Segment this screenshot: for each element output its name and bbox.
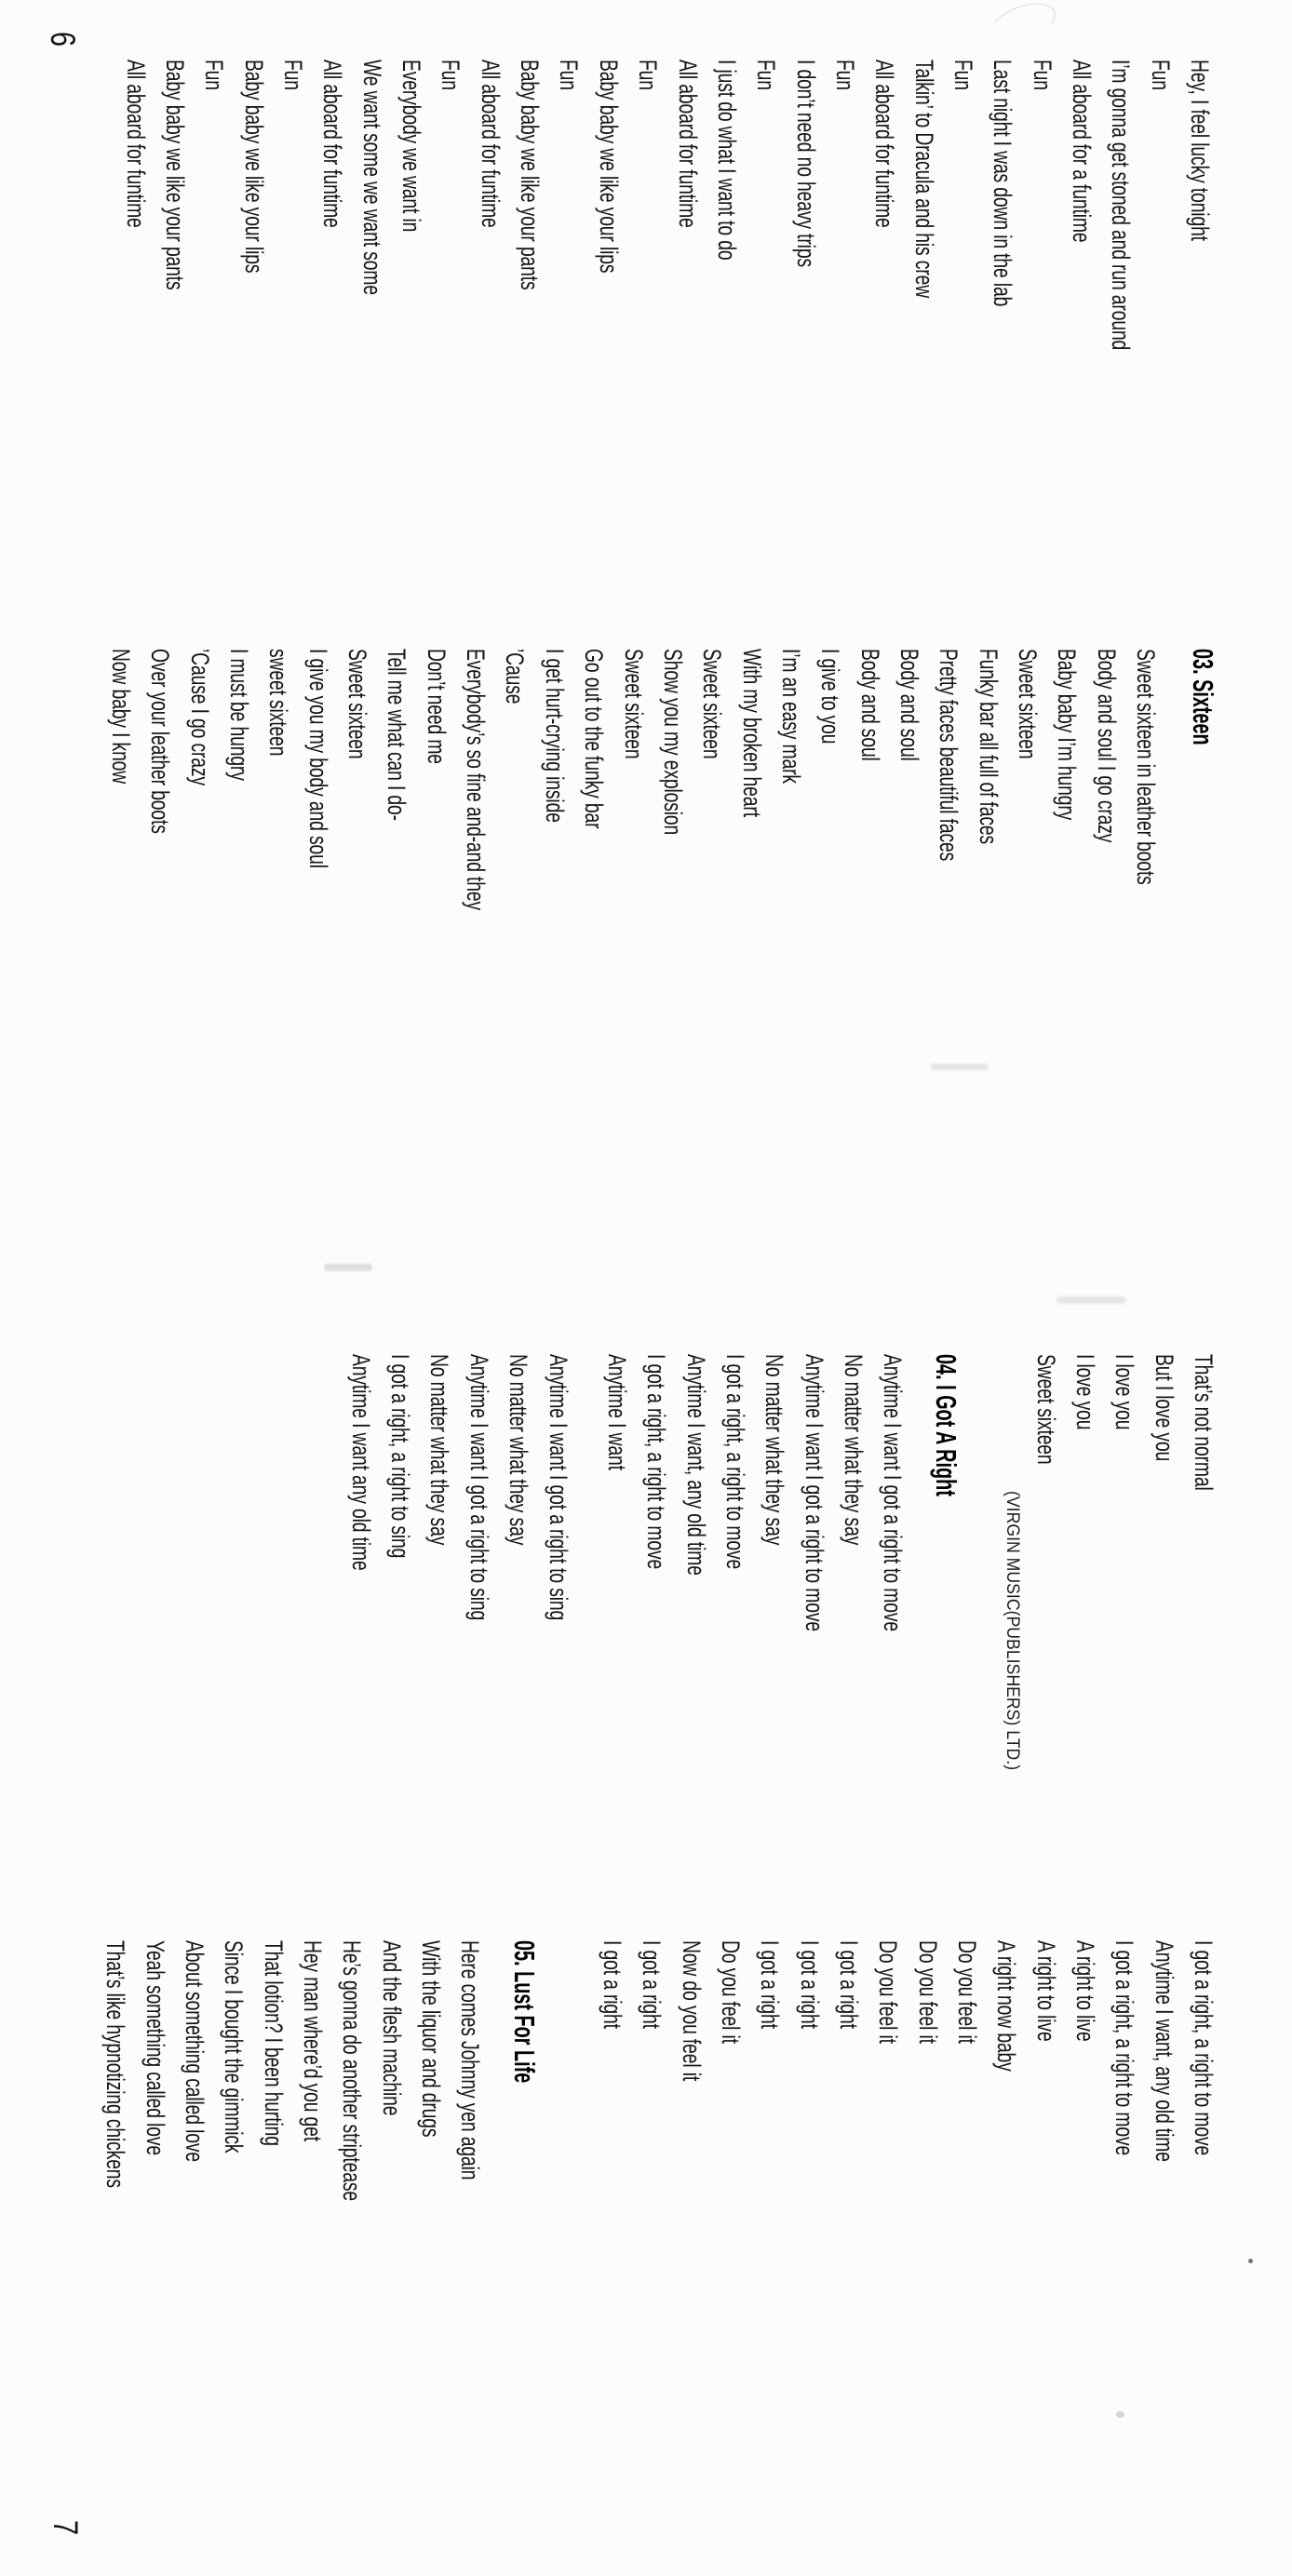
lyric-line: Sweet sixteen: [698, 649, 727, 759]
lyric-line: All aboard for funtime: [673, 60, 702, 228]
lyric-line: Do you feel it: [913, 1940, 942, 2044]
lyric-line: Here comes Johnny yen again: [456, 1940, 485, 2180]
publisher-credit: (VIRGIN MUSIC(PUBLISHERS) LTD.): [1003, 1491, 1023, 1771]
lyric-line: Now do you feel it: [677, 1940, 706, 2082]
lyric-line: Yeah something called love: [141, 1940, 169, 2156]
song-heading: 05. Lust For Life: [508, 1940, 542, 2084]
lyric-line: I give to you: [816, 649, 845, 745]
lyric-line: I just do what I want to do: [712, 60, 741, 261]
lyric-line: A right to live: [1031, 1940, 1060, 2042]
lyric-line: I got a right: [834, 1940, 863, 2029]
lyric-line: Body and soul I go crazy: [1092, 649, 1121, 843]
lyric-line: All aboard for funtime: [318, 60, 347, 228]
lyric-line: Everybody’s so fine and-and they: [462, 649, 491, 911]
lyric-line: I’m an easy mark: [776, 649, 805, 784]
lyrics-column-lust-for-life: [96, 1940, 1223, 2298]
lyrics-column-funtime: [115, 60, 1219, 458]
lyric-line: sweet sixteen: [264, 649, 293, 757]
lyric-line: Pretty faces beautiful faces: [935, 649, 963, 862]
lyric-line: Fun: [830, 60, 859, 90]
lyric-line: Sweet sixteen: [343, 649, 372, 759]
lyric-line: Body and soul: [855, 649, 884, 761]
lyric-line: Talkin’ to Dracula and his crew: [909, 60, 938, 299]
lyric-line: Now baby I know: [107, 649, 136, 785]
lyric-line: I got a right, a right to move: [720, 1354, 749, 1570]
lyric-line: I don’t need no heavy trips: [791, 60, 820, 267]
lyric-line: Anytime I want I got a right to move: [879, 1354, 908, 1631]
lyric-line: And the flesh machine: [377, 1940, 406, 2116]
lyric-line: Baby baby we like your pants: [516, 60, 545, 290]
lyric-line: I got a right: [598, 1940, 626, 2029]
lyric-line: ’Cause: [501, 649, 530, 704]
lyric-line: Do you feel it: [952, 1940, 981, 2044]
lyric-line: Sweet sixteen in leather boots: [1132, 649, 1160, 885]
lyric-line: Sweet sixteen: [619, 649, 648, 759]
lyric-line: Baby baby we like your lips: [239, 60, 268, 274]
lyric-line: I love you: [1070, 1354, 1099, 1430]
lyric-line: Anytime I want, any old time: [1150, 1940, 1178, 2162]
lyric-line: Everybody we want in: [397, 60, 426, 233]
lyric-line: I got a right, a right to move: [642, 1354, 671, 1570]
lyric-line: ’Cause I go crazy: [185, 649, 214, 785]
lyric-line: All aboard for funtime: [870, 60, 899, 228]
page-number-6: 6: [44, 32, 82, 47]
lyric-line: I love you: [1110, 1354, 1139, 1430]
lyric-line: I must be hungry: [225, 649, 254, 781]
lyric-line: Anytime I want: [602, 1354, 631, 1470]
lyric-line: Fun: [1146, 60, 1175, 90]
lyric-line: Baby baby we like your pants: [161, 60, 190, 290]
lyric-line: I give you my body and soul: [303, 649, 332, 868]
lyric-line: Fun: [555, 60, 584, 90]
song-heading: 04. I Got A Right: [930, 1354, 963, 1496]
lyric-line: Last night I was down in the lab: [989, 60, 1017, 307]
lyric-line: Tell me what can I do-: [383, 649, 411, 821]
lyric-line: No matter what they say: [760, 1354, 789, 1546]
lyric-line: No matter what they say: [839, 1354, 868, 1546]
lyric-line: About something called love: [181, 1940, 209, 2163]
lyric-line: Fun: [200, 60, 229, 90]
lyric-line: Sweet sixteen: [1031, 1354, 1060, 1465]
lyric-line: A right now baby: [992, 1940, 1021, 2072]
lyric-line: No matter what they say: [505, 1354, 533, 1546]
lyric-line: I’m gonna get stoned and run around: [1107, 60, 1136, 351]
lyric-line: Show you my explosion: [658, 649, 687, 836]
stanza-gap: [578, 1354, 598, 1791]
lyric-line: That’s like hypnotizing chickens: [101, 1940, 130, 2188]
lyric-line: I got a right: [756, 1940, 785, 2029]
lyric-line: Sweet sixteen: [1013, 649, 1042, 759]
lyric-line: I got a right, a right to move: [1190, 1940, 1218, 2156]
lyric-line: Do you feel it: [716, 1940, 745, 2044]
lyric-line: Fun: [634, 60, 663, 90]
lyric-line: A right to live: [1070, 1940, 1099, 2042]
lyric-line: All aboard for funtime: [476, 60, 505, 228]
lyric-line: I got a right: [638, 1940, 666, 2029]
lyric-line: Anytime I want I got a right to sing: [544, 1354, 572, 1621]
lyric-line: Baby baby I’m hungry: [1053, 649, 1082, 821]
lyric-line: Fun: [752, 60, 781, 90]
lyric-line: I get hurt-crying inside: [540, 649, 569, 823]
lyrics-column-i-got-a-right: [341, 1354, 1223, 1791]
lyric-line: We want some we want some: [357, 60, 386, 295]
page-number-7: 7: [47, 2520, 85, 2536]
lyric-line: That’s not normal: [1190, 1354, 1218, 1491]
lyric-line: Fun: [949, 60, 977, 90]
lyric-line: Fun: [279, 60, 308, 90]
lyric-line: That lotion? I been hurting: [259, 1940, 288, 2146]
lyric-line: Baby baby we like your lips: [594, 60, 623, 274]
song-heading: 03. Sixteen: [1187, 649, 1219, 745]
lyric-line: Since I bought the gimmick: [220, 1940, 249, 2153]
lyric-line: With my broken heart: [737, 649, 766, 817]
lyric-line: With the liquor and drugs: [417, 1940, 446, 2138]
lyrics-column-sixteen: [101, 649, 1223, 1007]
lyric-line: Anytime I want I got a right to sing: [464, 1354, 493, 1621]
lyric-line: Anytime I want I got a right to move: [800, 1354, 828, 1631]
lyric-line: Body and soul: [895, 649, 923, 761]
lyric-line: I got a right, a right to move: [1110, 1940, 1139, 2156]
lyric-line: I got a right: [795, 1940, 824, 2029]
lyric-line: All aboard for funtime: [121, 60, 150, 228]
lyric-line: Fun: [437, 60, 465, 90]
lyric-line: Hey man where’d you get: [299, 1940, 328, 2142]
lyric-line: Don’t need me: [422, 649, 451, 764]
lyric-line: I got a right, a right to sing: [386, 1354, 415, 1559]
lyric-line: Funky bar all full of faces: [974, 649, 1003, 845]
lyric-line: Anytime I want, any old time: [681, 1354, 710, 1576]
lyric-line: Over your leather boots: [146, 649, 175, 834]
lyric-line: All aboard for a funtime: [1067, 60, 1096, 243]
lyric-line: Hey, I feel lucky tonight: [1186, 60, 1214, 241]
lyric-line: He’s gonna do another striptease: [338, 1940, 367, 2201]
lyric-line: But I love you: [1150, 1354, 1178, 1462]
lyric-line: Fun: [1028, 60, 1056, 90]
lyric-line: No matter what they say: [425, 1354, 454, 1546]
lyric-line: Anytime I want any old time: [346, 1354, 375, 1571]
lyric-line: Do you feel it: [874, 1940, 903, 2044]
lyric-line: Go out to the funky bar: [580, 649, 609, 829]
